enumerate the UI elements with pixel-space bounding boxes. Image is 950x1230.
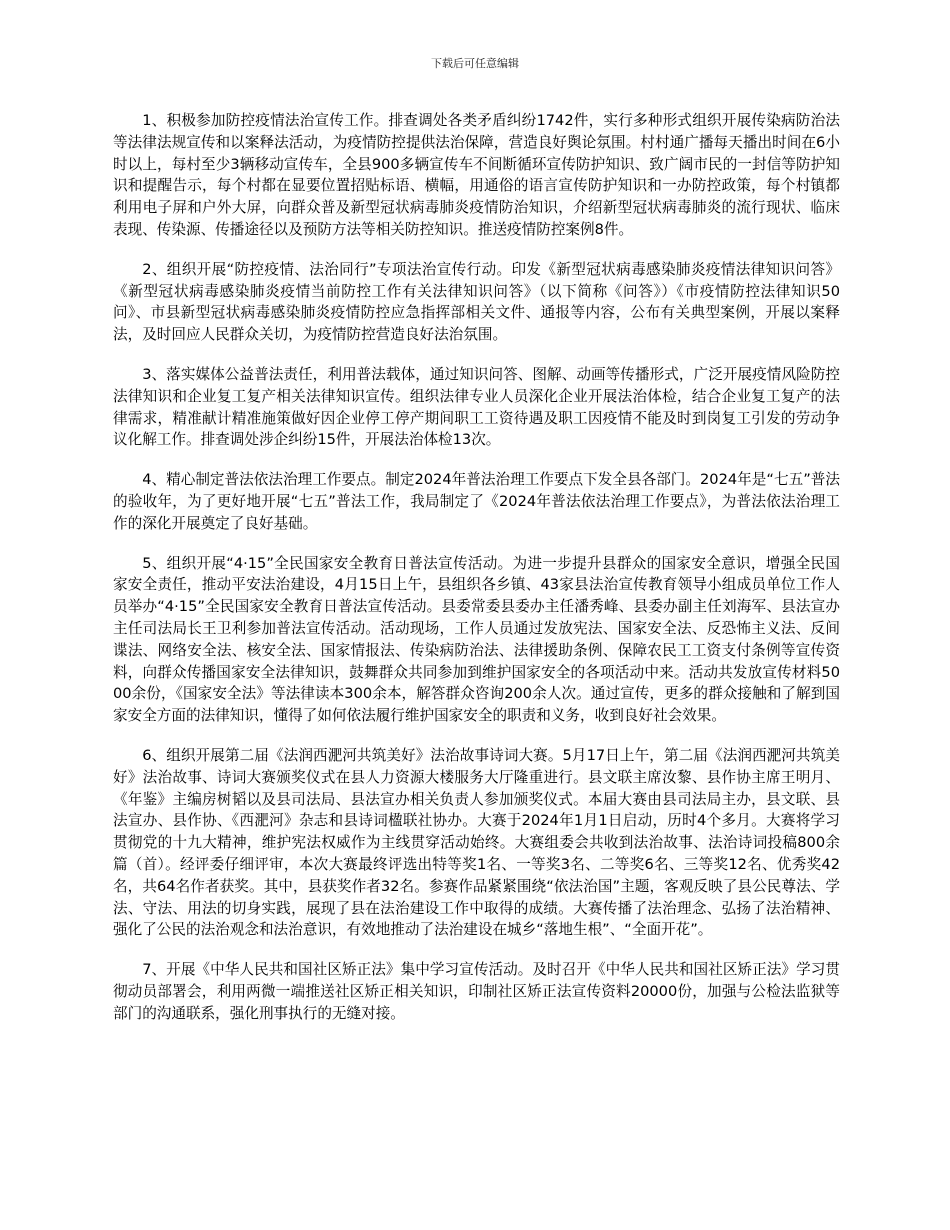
document-body	[113, 110, 840, 1042]
paragraph-5: 5、组织开展“4·15”全民国家安全教育日普法宣传活动。为进一步提升县群众的国家安全意识，增强全民国家安全责任，推动平安法治建设，4月15日上午，县组织各乡镇、43家县法治宣传教育领导小组成员单位工作人员举办“4·15”全民国家安全教育日普法宣传活动。县委常委县委办主任潘秀峰、县委办副主任刘海军、县法宣办主任司法局长王卫利参加普法宣传活动。活动现场，工作人员通过发放宪法、国家安全法、反恐怖主义法、反间谍法、网络安全法、核安全法、国家情报法、传染病防治法、法律援助条例、保障农民工工资支付条例等宣传资料，向群众传播国家安全法律知识，鼓舞群众共同参加到维护国家安全的各项活动中来。活动共发放宣传材料5000余份，《国家安全法》等法律读本300余本，解答群众咨询200余人次。通过宣传，更多的群众接触和了解到国家安全方面的法律知识，懂得了如何依法履行维护国家安全的职责和义务，收到良好社会效果。	[113, 554, 840, 725]
paragraph-3: 3、落实媒体公益普法责任，利用普法载体，通过知识问答、图解、动画等传播形式，广泛开展疫情风险防控法律知识和企业复工复产相关法律知识宣传。组织法律专业人员深化企业开展法治体检，结合企业复工复产的法律需求，精准献计精准施策做好因企业停工停产期间职工工资待遇及职工因疫情不能及时到岗复工引发的劳动争议化解工作。排查调处涉企纠纷15件，开展法治体检13次。	[113, 365, 840, 449]
paragraph-4: 4、精心制定普法依法治理工作要点。制定2024年普法治理工作要点下发全县各部门。2024年是“七五”普法的验收年，为了更好地开展“七五”普法工作，我局制定了《2024年普法依法治理工作要点》，为普法依法治理工作的深化开展奠定了良好基础。	[113, 471, 840, 532]
page-header-note: 下载后可任意编辑	[431, 57, 519, 70]
paragraph-6: 6、组织开展第二届《法润西淝河共筑美好》法治故事诗词大赛。5月17日上午，第二届《法润西淝河共筑美好》法治故事、诗词大赛颁奖仪式在县人力资源大楼服务大厅隆重进行。县文联主席汝黎、县作协主席王明月、《年鉴》主编房树韬以及县司法局、县法宣办相关负责人参加颁奖仪式。本届大赛由县司法局主办，县文联、县法宣办、县作协、《西淝河》杂志和县诗词楹联社协办。大赛于2024年1月1日启动，历时4个多月。大赛将学习贯彻党的十九大精神，维护宪法权威作为主线贯穿活动始终。大赛组委会共收到法治故事、法治诗词投稿800余篇（首）。经评委仔细评审，本次大赛最终评选出特等奖1名、一等奖3名、二等奖6名、三等奖12名、优秀奖42名，共64名作者获奖。其中，县获奖作者32名。参赛作品紧紧围绕“依法治国”主题，客观反映了县公民尊法、学法、守法、用法的切身实践，展现了县在法治建设工作中取得的成绩。大赛传播了法治理念、弘扬了法治精神、强化了公民的法治观念和法治意识，有效地推动了法治建设在城乡“落地生根”、“全面开花”。	[113, 746, 840, 939]
paragraph-2: 2、组织开展“防控疫情、法治同行”专项法治宣传行动。印发《新型冠状病毒感染肺炎疫情法律知识问答》《新型冠状病毒感染肺炎疫情当前防控工作有关法律知识问答》（以下简称《问答》）《市疫情防控法律知识50问》、市县新型冠状病毒感染肺炎疫情防控应急指挥部相关文件、通报等内容，公布有关典型案例，开展以案释法，及时回应人民群众关切，为疫情防控营造良好法治氛围。	[113, 260, 840, 344]
paragraph-1: 1、积极参加防控疫情法治宣传工作。排查调处各类矛盾纠纷1742件，实行多种形式组织开展传染病防治法等法律法规宣传和以案释法活动，为疫情防控提供法治保障，营造良好舆论氛围。村村通广播每天播出时间在6小时以上，每村至少3辆移动宣传车，全县900多辆宣传车不间断循环宣传防护知识、致广阔市民的一封信等防护知识和提醒告示，每个村都在显要位置招贴标语、横幅，用通俗的语言宣传防护知识和一办防控政策，每个村镇都利用电子屏和户外大屏，向群众普及新型冠状病毒肺炎疫情防治知识，介绍新型冠状病毒肺炎的流行现状、临床表现、传染源、传播途径以及预防方法等相关防控知识。推送疫情防控案例8件。	[113, 112, 840, 238]
paragraph-7: 7、开展《中华人民共和国社区矫正法》集中学习宣传活动。及时召开《中华人民共和国社区矫正法》学习贯彻动员部署会，利用两微一端推送社区矫正相关知识，印制社区矫正法宣传资料20000份，加强与公检法监狱等部门的沟通联系，强化刑事执行的无缝对接。	[113, 961, 840, 1022]
